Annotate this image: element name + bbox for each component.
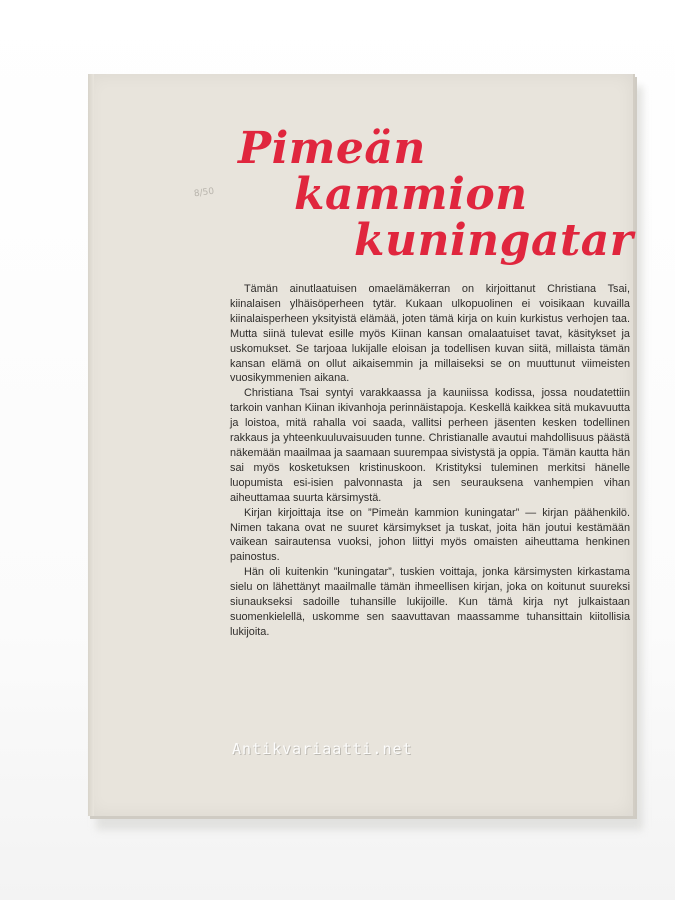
pencil-mark: 8/50	[193, 186, 215, 200]
book-title	[238, 123, 634, 266]
blurb-paragraph-2: Christiana Tsai syntyi varakkaassa ja kauniissa kodissa, jossa noudatettiin tarkoin vanhan Kiinan ikivanhoja perinnäistapoja. Keskellä kaikkea sitä mukavuutta ja loistoa, mitä rahalla voi saada, vallitsi perheen jäsenten kesken todellinen rakkaus ja yhteenkuuluvaisuuden tunne. Christianalle avautui mahdollisuus päästä näkemään maailmaa ja saamaan suurempaa sivistystä ja oppia. Tämän kautta hän sai myös kosketuksen kristinuskoon. Kristityksi tuleminen merkitsi hänelle luopumista esi-isien palvonnasta ja sen seurauksena vanhempien vihan aiheuttamaa suurta kärsimystä.	[230, 387, 630, 504]
cover-edge	[88, 74, 94, 816]
blurb-text	[230, 282, 630, 640]
blurb-paragraph-1: Tämän ainutlaatuisen omaelämäkerran on kirjoittanut Christiana Tsai, kiinalaisen ylhäisöperheen tytär. Kukaan ulkopuolinen ei voisikaan kuvailla kiinalaisperheen yksityistä elämää, joten tämä kirja on kuin kurkistus verhojen taa. Mutta siinä tulevat esille myös Kiinan kansan omalaatuiset tavat, käsitykset ja uskomukset. Se tarjoaa lukijalle eloisan ja todellisen kuvan siitä, millaista tämän kansan elämä on ollut aikaisemmin ja millaiseksi se on muuttunut viimeisten vuosikymmenien aikana.	[230, 283, 630, 385]
watermark: Antikvariaatti.net	[232, 740, 413, 758]
title-line-3: kuningatar	[354, 215, 634, 266]
title-line-2: kammion	[294, 169, 528, 220]
blurb-paragraph-3: Kirjan kirjoittaja itse on ”Pimeän kammion kuningatar” — kirjan päähenkilö. Nimen takana ovat ne suuret kärsimykset ja tuskat, joita hän joutui kestämään vaikean sairautensa vuoksi, johon liittyi myös omaisten aiheuttama henkinen painostus.	[230, 506, 630, 564]
blurb-paragraph-4: Hän oli kuitenkin ”kuningatar”, tuskien voittaja, jonka kärsimysten kirkastama sielu on lähettänyt maailmalle tämän ihmeellisen kirjan, joka on koitunut suureksi siunaukseksi sadoille tuhansille lukijoille. Kun tämä kirja nyt julkaistaan suomenkielellä, uskomme sen saavuttavan maassamme tuhansittain kiitollisia lukijoita.	[230, 566, 630, 638]
title-line-1: Pimeän	[238, 123, 426, 174]
book-back-cover	[88, 74, 635, 816]
